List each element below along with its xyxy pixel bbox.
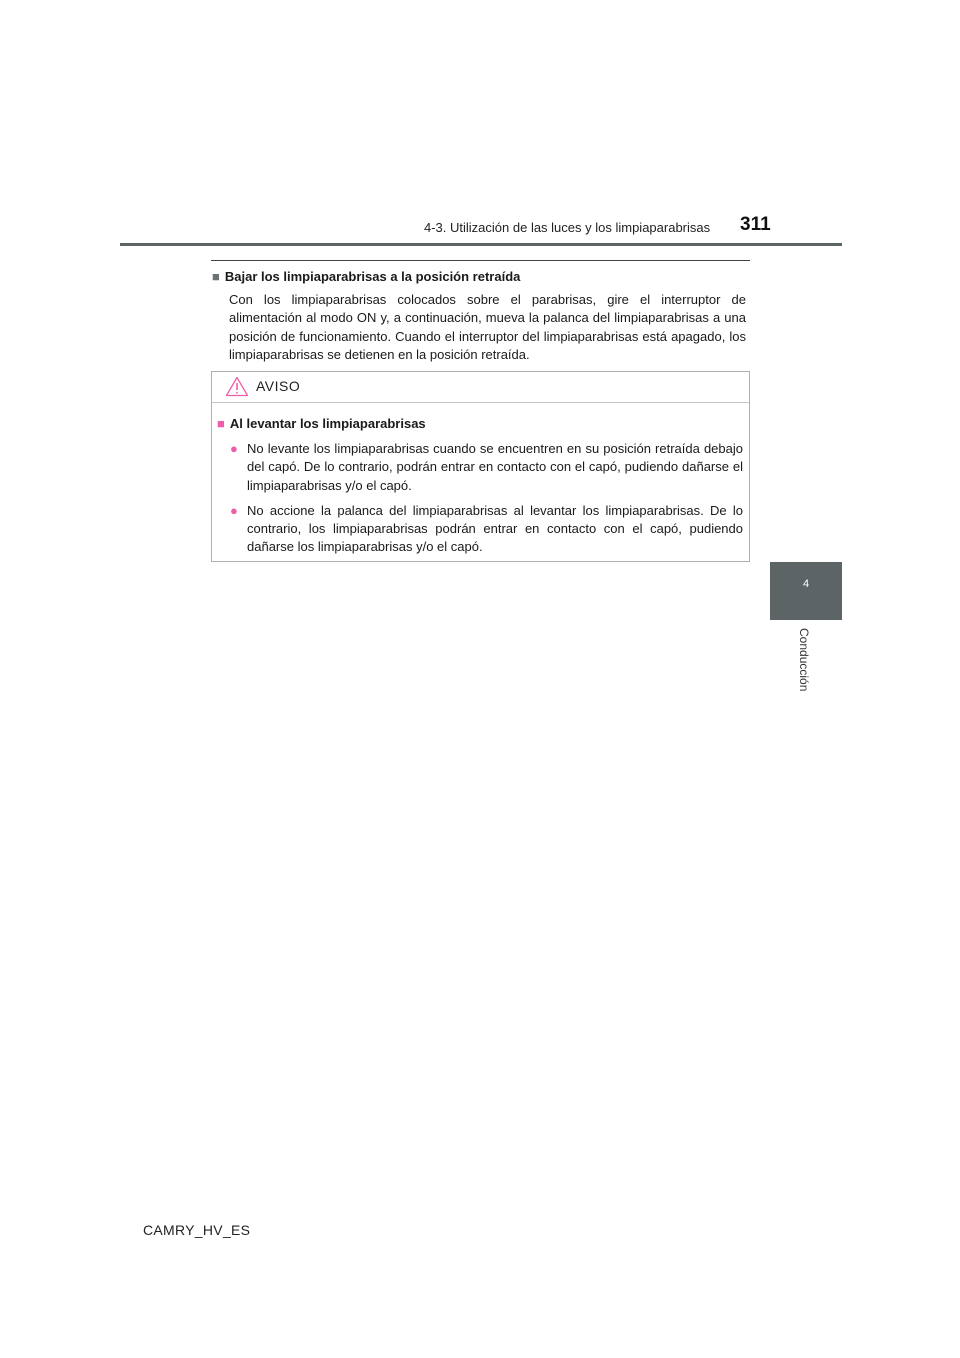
warning-label: AVISO — [256, 378, 301, 394]
list-item — [217, 440, 743, 495]
warning-header — [212, 372, 749, 403]
list-item — [217, 502, 743, 557]
chapter-number: 4 — [802, 578, 810, 590]
warning-box — [211, 371, 750, 562]
header-divider — [120, 243, 842, 246]
round-bullet-icon: ● — [230, 502, 238, 518]
list-item-text: No accione la palanca del limpiaparabrisas al levantar los limpiaparabrisas. De lo contrario, los limpiaparabrisas podrán entrar en contacto con el capó, pudiendo dañarse los limpiaparabrisas y/o el capó. — [247, 502, 743, 555]
round-bullet-icon: ● — [230, 441, 238, 456]
section-body: Con los limpiaparabrisas colocados sobre el parabrisas, gire el interruptor de alimentación al modo ON y, a continuación, mueva la palanca del limpiaparabrisas a una posición de funcionamiento. Cuando el interruptor del limpiaparabrisas está apagado, los limpiaparabrisas se detienen en la posición retraída. — [229, 292, 746, 362]
chapter-tab — [770, 562, 842, 620]
warning-body — [212, 403, 749, 557]
warning-heading — [217, 415, 743, 433]
list-item-text: No levante los limpiaparabrisas cuando se encuentren en su posición retraída debajo del capó. De lo contrario, podrán entrar en contacto con el capó, pudiendo dañarse el limpiaparabrisas y/o el capó. — [247, 441, 743, 493]
section-heading-text: Bajar los limpiaparabrisas a la posición retraída — [224, 269, 521, 284]
square-bullet-icon: ■ — [212, 269, 220, 284]
page-number: 311 — [740, 214, 771, 235]
section-heading — [212, 268, 746, 286]
warning-triangle-icon — [225, 376, 249, 402]
chapter-label: Conducción — [797, 628, 811, 692]
header-section-title: 4-3. Utilización de las luces y los limpiaparabrisas — [424, 220, 711, 235]
square-bullet-icon: ■ — [217, 416, 225, 431]
footer-code: CAMRY_HV_ES — [143, 1222, 251, 1238]
retract-section — [212, 268, 746, 364]
warning-heading-text: Al levantar los limpiaparabrisas — [229, 416, 426, 431]
section-divider — [211, 260, 750, 261]
